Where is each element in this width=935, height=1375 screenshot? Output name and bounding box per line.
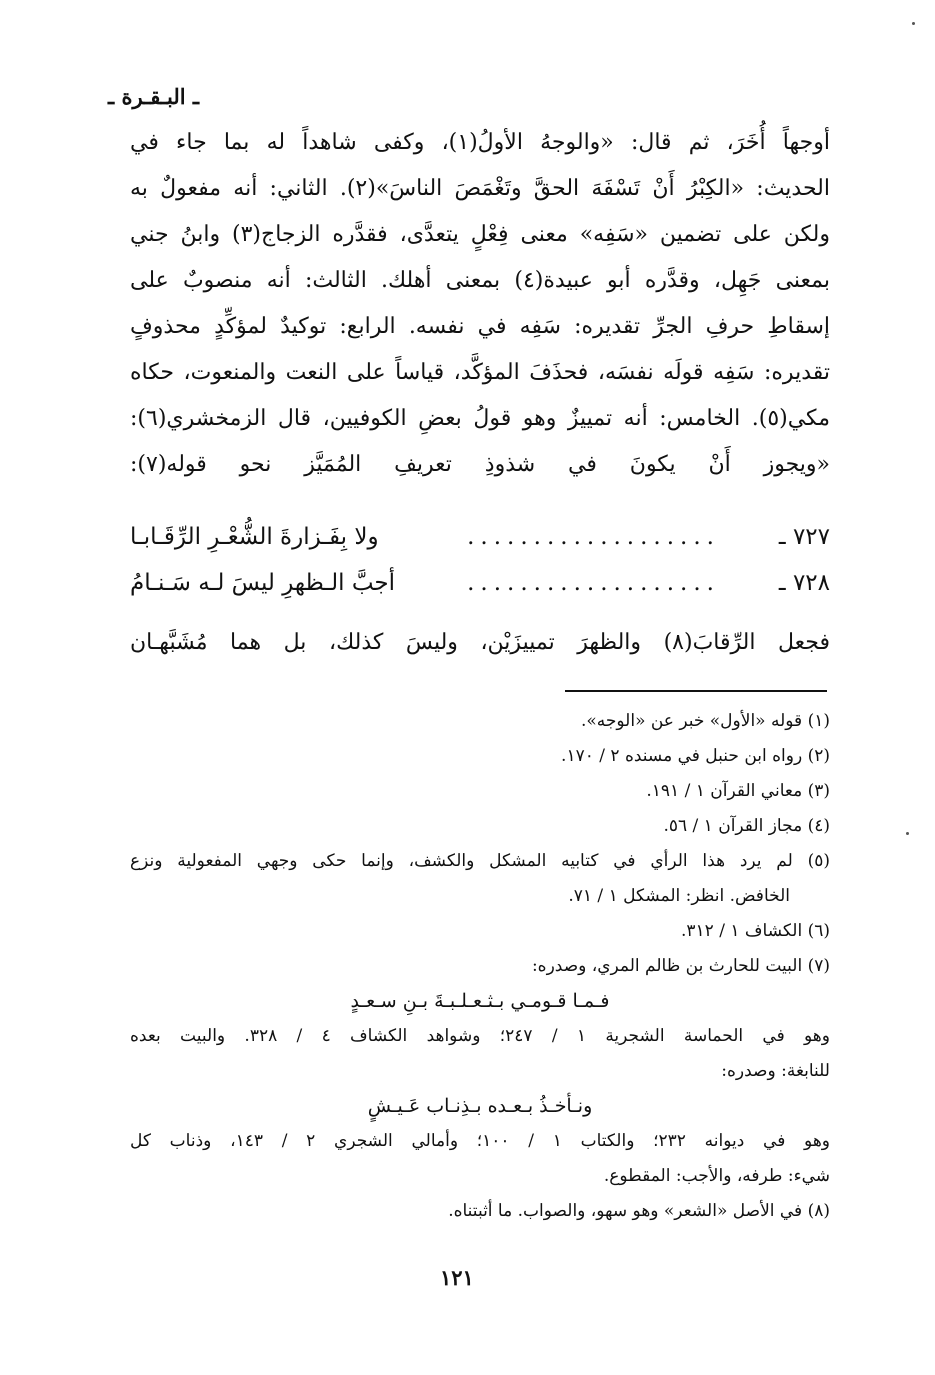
main-text-line: أوجهاً أُخَرَ، ثم قال: «والوجهُ الأولُ(١)، وكفى شاهداً له بما جاء في [130, 130, 830, 155]
footnote-separator [565, 690, 827, 692]
verse-dots: ................... [467, 524, 720, 550]
page-number: ١٢١ [440, 1265, 474, 1290]
verse-727 [130, 514, 830, 560]
footnote-7-line-5: شيء: طرفه، والأجب: المقطوع. [603, 1166, 830, 1186]
scan-speck [906, 832, 909, 835]
footnote-7-line-1: (٧) البيت للحارث بن ظالم المري، وصدره: [531, 956, 830, 976]
main-text-block [130, 120, 830, 488]
footnote-3: (٣) معاني القرآن ١ / ١٩١. [646, 781, 830, 801]
footnote-6: (٦) الكشاف ١ / ٣١٢. [681, 921, 830, 941]
footnote-8: (٨) في الأصل «الشعر» وهو سهو، والصواب. ما أثبتناه. [448, 1201, 830, 1221]
main-text-last-line: فجعل الرِّقابَ(٨) والظهرَ تمييزَيْن، وليسَ كذلك، بل هما مُشَبَّهـان [130, 630, 830, 655]
scan-speck [912, 22, 915, 25]
verse-number: ٧٢٨ ـ [778, 570, 830, 596]
footnote-7-verse-1: فـمـا قـومـي بـثـعـلـبـةَ بـنِ سـعـدٍ [350, 990, 610, 1012]
main-text-line: مكي(٥). الخامس: أنه تمييزٌ وهو قولُ بعضِ الكوفيين، قال الزمخشري(٦): [130, 406, 830, 431]
verse-dots: ................... [467, 570, 720, 596]
footnote-5-line-2: الخافض. انظر: المشكل ١ / ٧١. [568, 886, 790, 906]
footnote-7-verse-2: ونـأخـذُ بـعـده بـذِنـاب عَـيـشٍ [367, 1095, 593, 1117]
main-text-line: تقديره: سَفِه قولَه نفسَه، فحذَفَ المؤكَّد، قياساً على النعت والمنعوت، حكاه [130, 360, 830, 385]
main-text-line: بمعنى جَهِل، وقدَّره أبو عبيدة(٤) بمعنى أهلك. الثالث: أنه منصوبٌ على [130, 268, 830, 293]
verse-hemistich: أجبَّ الـظهرِ ليسَ لـه سَـنـامُ [130, 570, 396, 596]
main-text-line: ولكن على تضمين «سَفِه» معنى فِعْلٍ يتعدَّى، فقدَّره الزجاج(٣) وابنُ جني [130, 222, 830, 247]
footnote-4: (٤) مجاز القرآن ١ / ٥٦. [663, 816, 830, 836]
running-header: ـ البـقـرة ـ [108, 84, 200, 109]
footnote-7-line-2: وهو في الحماسة الشجرية ١ / ٢٤٧؛ وشواهد الكشاف ٤ / ٣٢٨. والبيت بعده [130, 1026, 830, 1046]
footnote-2: (٢) رواه ابن حنبل في مسنده ٢ / ١٧٠. [561, 746, 830, 766]
verse-hemistich: ولا بِفَـزارةَ الشُّعْـرِ الرِّقَـابـا [130, 524, 379, 550]
footnotes-block [130, 704, 830, 1229]
footnote-1: (١) قوله «الأول» خبر عن «الوجه». [580, 711, 830, 731]
footnote-7-line-3: للنابغة: وصدره: [721, 1061, 830, 1081]
verse-728 [130, 560, 830, 606]
main-text-line: إسقاطِ حرفِ الجرِّ تقديره: سَفِه في نفسه. الرابع: توكيدٌ لمؤكِّدٍ محذوفٍ [130, 314, 830, 339]
main-text-line: «ويجوز أَنْ يكونَ في شذوذِ تعريفِ المُمَيَّز نحو قوله(٧): [130, 452, 830, 477]
footnote-7-line-4: وهو في ديوانه ٢٣٢؛ والكتاب ١ / ١٠٠؛ وأمالي الشجري ٢ / ١٤٣، وذناب كل [130, 1131, 830, 1151]
verse-number: ٧٢٧ ـ [778, 524, 830, 550]
main-text-line: الحديث: «الكِبْرُ أَنْ تَسْفَهَ الحقَّ وتَغْمَصَ الناسَ»(٢). الثاني: أنه مفعولٌ به [130, 176, 830, 201]
footnote-5-line-1: (٥) لم يرد هذا الرأي في كتابيه المشكل والكشف، وإنما حكى وجهي المفعولية ونزع [130, 851, 830, 871]
